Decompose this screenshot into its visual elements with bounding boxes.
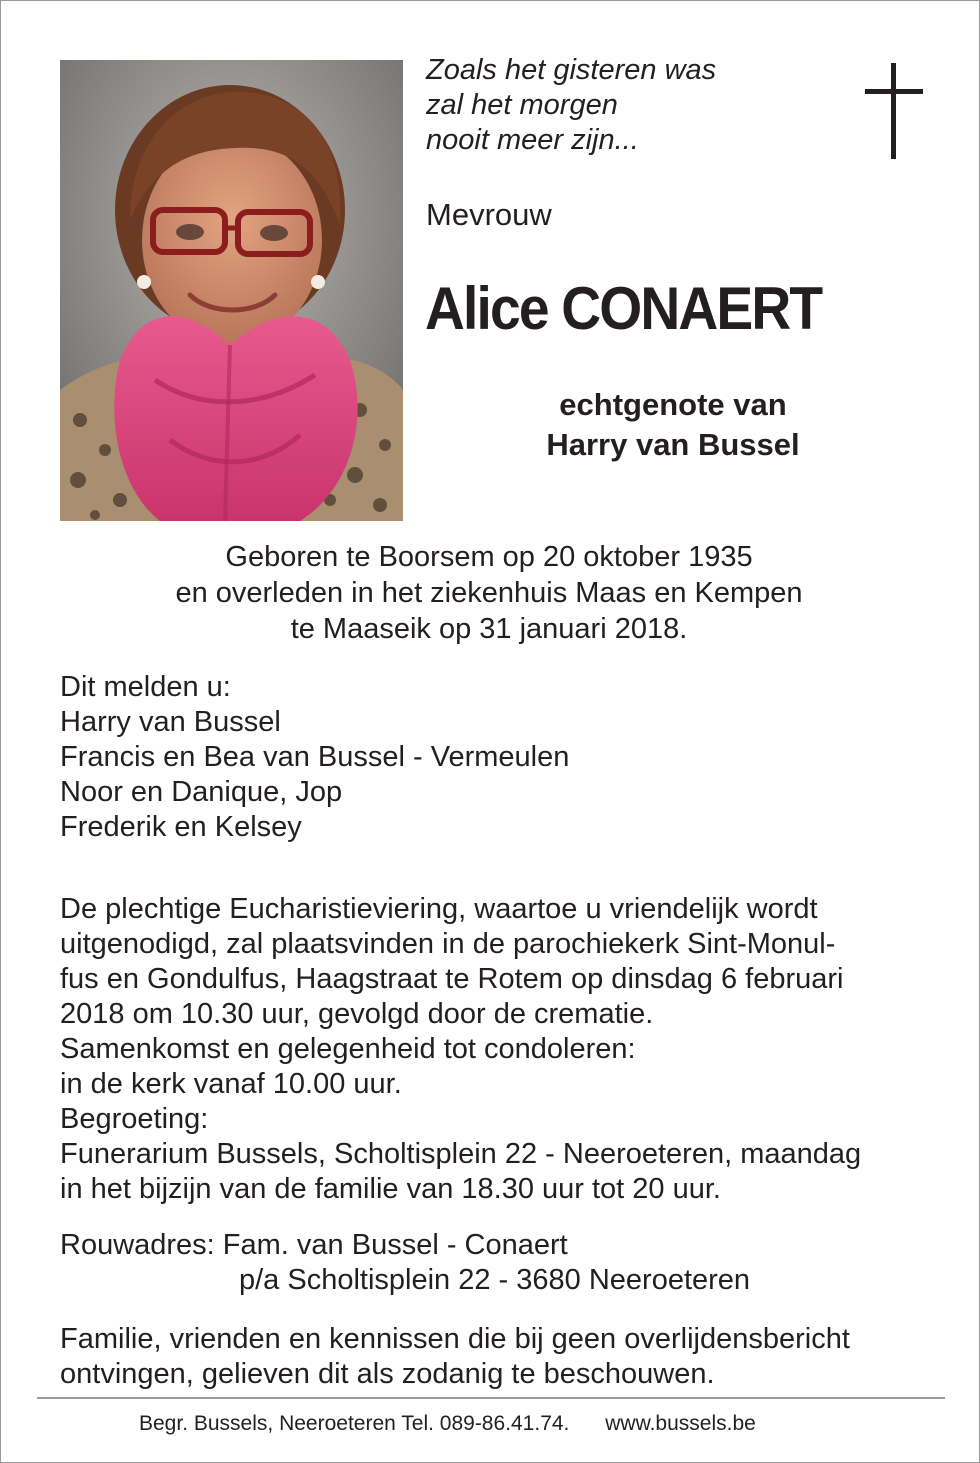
notice-text — [60, 1322, 850, 1392]
service-line: in de kerk vanaf 10.00 uur. — [60, 1068, 402, 1100]
footer — [139, 1409, 756, 1439]
detail-line: te Maaseik op 31 januari 2018. — [290, 613, 688, 645]
mourning-address — [60, 1228, 750, 1298]
family-intro: Dit melden u: — [60, 671, 231, 703]
notice-line: ontvingen, gelieven dit als zodanig te beschouwen. — [60, 1358, 715, 1390]
quote-line: nooit meer zijn... — [426, 124, 639, 156]
quote-line: zal het morgen — [426, 89, 618, 121]
family-member: Harry van Bussel — [60, 706, 281, 738]
funeral-home-contact: Begr. Bussels, Neeroeteren Tel. 089-86.41.74. — [139, 1412, 570, 1435]
spouse-name: Harry van Bussel — [546, 427, 800, 462]
spouse-relation — [473, 385, 873, 465]
detail-line: Geboren te Boorsem op 20 oktober 1935 — [225, 541, 753, 573]
address-line: p/a Scholtisplein 22 - 3680 Neeroeteren — [239, 1264, 751, 1296]
family-list — [60, 670, 569, 845]
service-line: uitgenodigd, zal plaatsvinden in de parochiekerk Sint-Monul- — [60, 928, 836, 960]
address-line: Rouwadres: Fam. van Bussel - Conaert — [60, 1229, 568, 1261]
website-link[interactable]: www.bussels.be — [605, 1412, 756, 1435]
cross-icon — [865, 63, 923, 159]
family-member: Frederik en Kelsey — [60, 811, 302, 843]
service-line: fus en Gondulfus, Haagstraat te Rotem op dinsdag 6 februari — [60, 963, 844, 995]
notice-line: Familie, vrienden en kennissen die bij geen overlijdensbericht — [60, 1323, 850, 1355]
portrait-photo — [60, 60, 403, 521]
footer-divider — [37, 1397, 945, 1399]
service-line: Funerarium Bussels, Scholtisplein 22 - Neeroeteren, maandag — [60, 1138, 862, 1170]
service-line: in het bijzijn van de familie van 18.30 uur tot 20 uur. — [60, 1173, 721, 1205]
family-member: Francis en Bea van Bussel - Vermeulen — [60, 741, 570, 773]
detail-line: en overleden in het ziekenhuis Maas en Kempen — [175, 577, 803, 609]
service-line: Begroeting: — [60, 1103, 209, 1135]
deceased-name: Alice CONAERT — [425, 275, 822, 342]
memorial-quote — [426, 53, 716, 158]
service-line: 2018 om 10.30 uur, gevolgd door de crematie. — [60, 998, 654, 1030]
quote-line: Zoals het gisteren was — [426, 54, 717, 86]
honorific: Mevrouw — [426, 197, 552, 232]
birth-death-details — [41, 539, 937, 647]
service-line: De plechtige Eucharistieviering, waartoe u vriendelijk wordt — [60, 893, 818, 925]
service-line: Samenkomst en gelegenheid tot condoleren: — [60, 1033, 636, 1065]
family-member: Noor en Danique, Jop — [60, 776, 343, 808]
service-details — [60, 892, 861, 1207]
relation-label: echtgenote van — [559, 387, 787, 422]
